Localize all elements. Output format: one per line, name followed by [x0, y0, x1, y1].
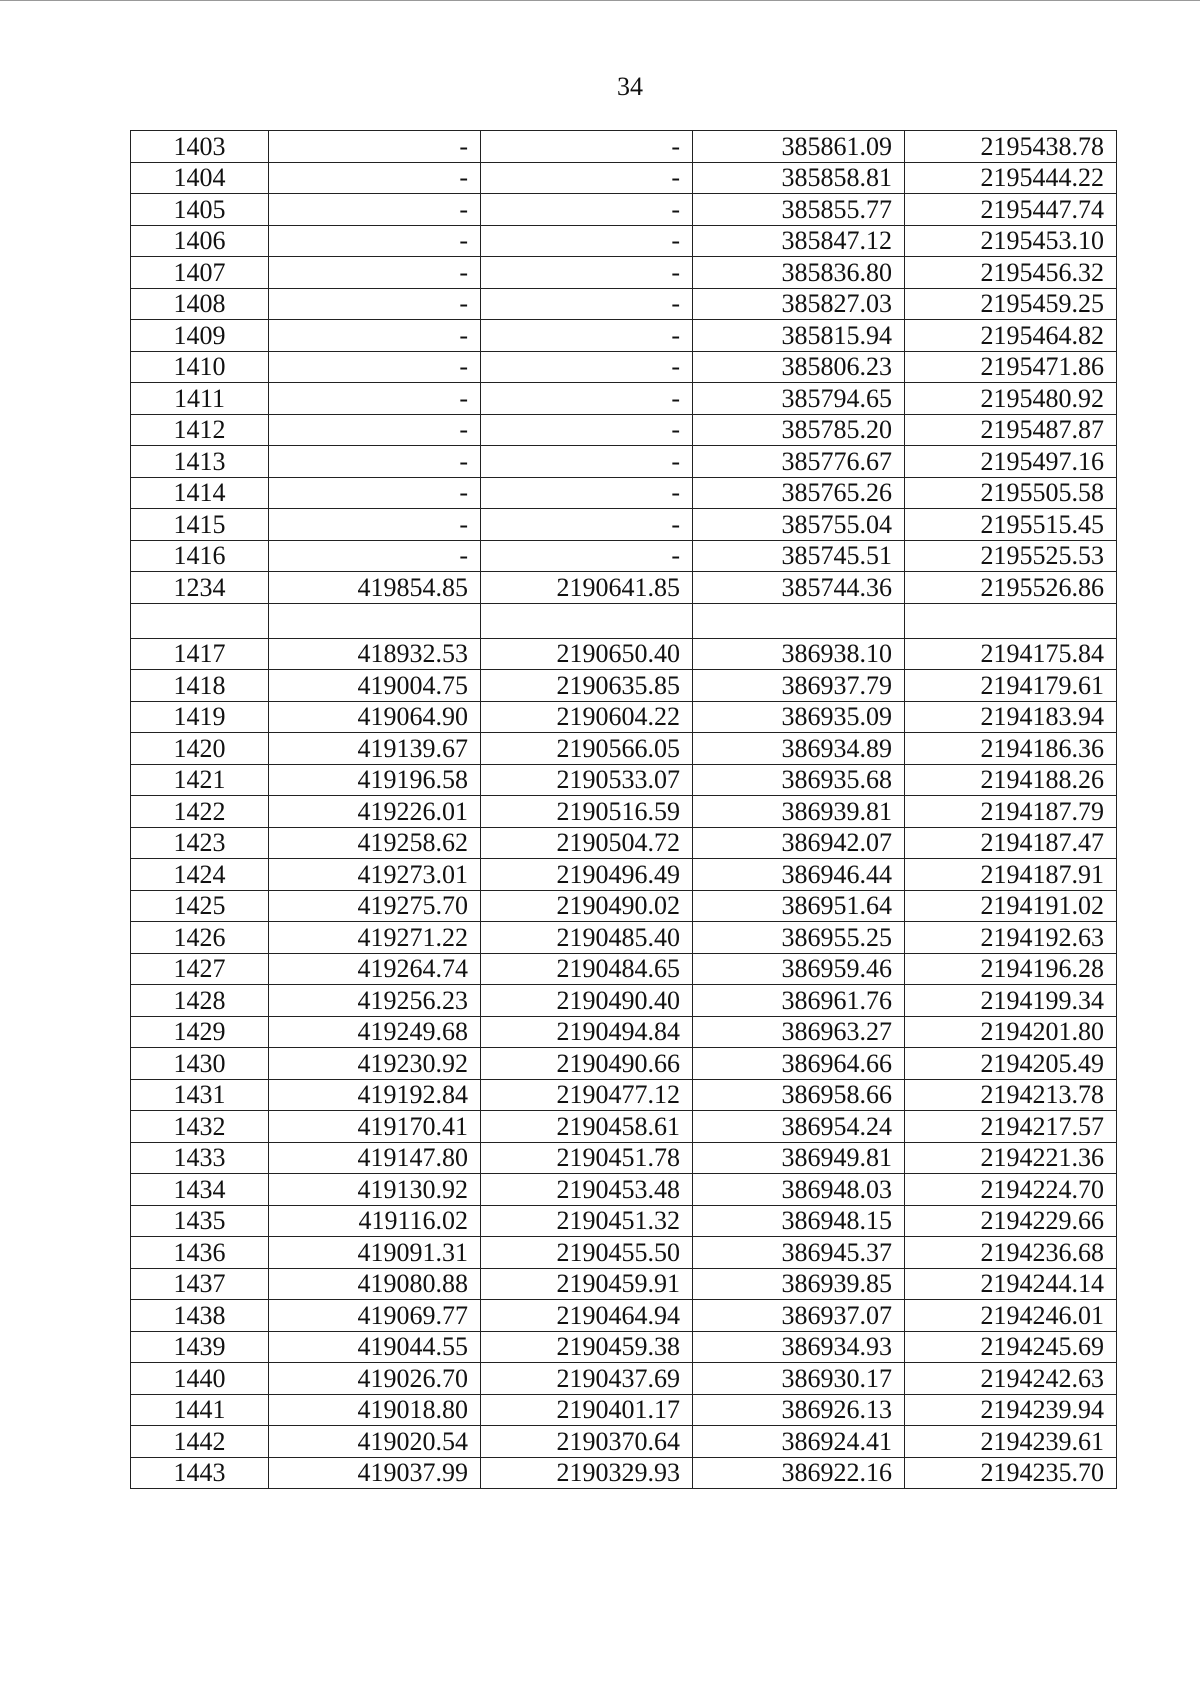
easting-new-cell: 386949.81	[693, 1142, 905, 1174]
northing-old-cell: 2190401.17	[481, 1394, 693, 1426]
easting-old-cell: 419230.92	[269, 1048, 481, 1080]
easting-new-cell: 386961.76	[693, 985, 905, 1017]
easting-old-cell	[269, 603, 481, 638]
easting-old-cell: -	[269, 257, 481, 289]
northing-old-cell: -	[481, 194, 693, 226]
point-number-cell: 1419	[131, 701, 269, 733]
northing-old-cell: 2190490.66	[481, 1048, 693, 1080]
easting-old-cell: -	[269, 477, 481, 509]
point-number-cell: 1432	[131, 1111, 269, 1143]
northing-new-cell: 2194245.69	[905, 1331, 1117, 1363]
easting-new-cell: 386963.27	[693, 1016, 905, 1048]
northing-old-cell: -	[481, 414, 693, 446]
table-row	[131, 670, 1117, 702]
easting-old-cell: 419091.31	[269, 1237, 481, 1269]
table-row	[131, 288, 1117, 320]
northing-old-cell: -	[481, 383, 693, 415]
easting-new-cell: 386948.15	[693, 1205, 905, 1237]
northing-old-cell: 2190516.59	[481, 796, 693, 828]
easting-new-cell: 385855.77	[693, 194, 905, 226]
northing-new-cell: 2194179.61	[905, 670, 1117, 702]
northing-new-cell: 2195515.45	[905, 509, 1117, 541]
table-row	[131, 383, 1117, 415]
easting-old-cell: 419116.02	[269, 1205, 481, 1237]
easting-old-cell: 419018.80	[269, 1394, 481, 1426]
point-number-cell: 1417	[131, 638, 269, 670]
easting-new-cell: 386935.68	[693, 764, 905, 796]
point-number-cell: 1414	[131, 477, 269, 509]
easting-old-cell: -	[269, 288, 481, 320]
northing-old-cell: 2190451.78	[481, 1142, 693, 1174]
easting-old-cell: 419037.99	[269, 1457, 481, 1489]
northing-old-cell: 2190329.93	[481, 1457, 693, 1489]
table-row	[131, 1394, 1117, 1426]
coordinates-table	[130, 130, 1117, 1489]
easting-old-cell: -	[269, 383, 481, 415]
northing-new-cell: 2195438.78	[905, 131, 1117, 163]
point-number-cell: 1441	[131, 1394, 269, 1426]
easting-new-cell: 386937.07	[693, 1300, 905, 1332]
easting-new-cell: 386939.81	[693, 796, 905, 828]
point-number-cell: 1413	[131, 446, 269, 478]
easting-new-cell: 385806.23	[693, 351, 905, 383]
northing-old-cell: 2190459.38	[481, 1331, 693, 1363]
point-number-cell: 1420	[131, 733, 269, 765]
northing-new-cell: 2194188.26	[905, 764, 1117, 796]
easting-old-cell: 419258.62	[269, 827, 481, 859]
table-row	[131, 827, 1117, 859]
table-row	[131, 131, 1117, 163]
northing-new-cell: 2195497.16	[905, 446, 1117, 478]
northing-new-cell: 2195447.74	[905, 194, 1117, 226]
easting-new-cell: 385755.04	[693, 509, 905, 541]
point-number-cell: 1411	[131, 383, 269, 415]
northing-new-cell: 2194213.78	[905, 1079, 1117, 1111]
northing-old-cell: -	[481, 162, 693, 194]
northing-old-cell: -	[481, 446, 693, 478]
point-number-cell: 1416	[131, 540, 269, 572]
easting-old-cell: 419275.70	[269, 890, 481, 922]
table-row	[131, 194, 1117, 226]
northing-new-cell: 2195487.87	[905, 414, 1117, 446]
northing-new-cell: 2195464.82	[905, 320, 1117, 352]
easting-old-cell: 419249.68	[269, 1016, 481, 1048]
easting-old-cell: -	[269, 320, 481, 352]
table-row	[131, 1363, 1117, 1395]
table-row	[131, 509, 1117, 541]
table-row	[131, 446, 1117, 478]
table-row	[131, 1426, 1117, 1458]
point-number-cell: 1406	[131, 225, 269, 257]
point-number-cell: 1421	[131, 764, 269, 796]
easting-old-cell: 419264.74	[269, 953, 481, 985]
northing-new-cell: 2194192.63	[905, 922, 1117, 954]
northing-old-cell: 2190566.05	[481, 733, 693, 765]
table-row	[131, 764, 1117, 796]
northing-old-cell: -	[481, 320, 693, 352]
northing-new-cell: 2195444.22	[905, 162, 1117, 194]
easting-old-cell: 419020.54	[269, 1426, 481, 1458]
point-number-cell: 1430	[131, 1048, 269, 1080]
northing-old-cell: 2190370.64	[481, 1426, 693, 1458]
easting-old-cell: 419069.77	[269, 1300, 481, 1332]
northing-new-cell: 2195459.25	[905, 288, 1117, 320]
northing-old-cell: 2190635.85	[481, 670, 693, 702]
table-row	[131, 225, 1117, 257]
easting-old-cell: 419130.92	[269, 1174, 481, 1206]
northing-new-cell: 2194239.94	[905, 1394, 1117, 1426]
table-row	[131, 890, 1117, 922]
northing-old-cell: 2190484.65	[481, 953, 693, 985]
table-row	[131, 351, 1117, 383]
northing-old-cell: 2190477.12	[481, 1079, 693, 1111]
table-row	[131, 257, 1117, 289]
northing-new-cell: 2194186.36	[905, 733, 1117, 765]
easting-new-cell: 386964.66	[693, 1048, 905, 1080]
easting-new-cell: 385827.03	[693, 288, 905, 320]
table-row	[131, 922, 1117, 954]
easting-new-cell: 386959.46	[693, 953, 905, 985]
easting-old-cell: 419170.41	[269, 1111, 481, 1143]
easting-old-cell: -	[269, 351, 481, 383]
northing-old-cell: 2190650.40	[481, 638, 693, 670]
northing-old-cell: 2190533.07	[481, 764, 693, 796]
northing-old-cell: 2190455.50	[481, 1237, 693, 1269]
easting-new-cell: 386935.09	[693, 701, 905, 733]
point-number-cell: 1436	[131, 1237, 269, 1269]
table-row	[131, 701, 1117, 733]
northing-old-cell: 2190494.84	[481, 1016, 693, 1048]
northing-old-cell: 2190437.69	[481, 1363, 693, 1395]
northing-old-cell: -	[481, 540, 693, 572]
easting-old-cell: 419192.84	[269, 1079, 481, 1111]
northing-new-cell: 2194244.14	[905, 1268, 1117, 1300]
northing-old-cell: 2190459.91	[481, 1268, 693, 1300]
easting-new-cell: 385858.81	[693, 162, 905, 194]
northing-old-cell: 2190604.22	[481, 701, 693, 733]
table-row	[131, 1142, 1117, 1174]
northing-old-cell: -	[481, 257, 693, 289]
point-number-cell: 1404	[131, 162, 269, 194]
easting-old-cell: 419271.22	[269, 922, 481, 954]
northing-new-cell: 2194199.34	[905, 985, 1117, 1017]
northing-old-cell: 2190490.40	[481, 985, 693, 1017]
easting-old-cell: -	[269, 540, 481, 572]
northing-new-cell: 2195505.58	[905, 477, 1117, 509]
point-number-cell: 1407	[131, 257, 269, 289]
table-row	[131, 1079, 1117, 1111]
point-number-cell: 1410	[131, 351, 269, 383]
point-number-cell: 1438	[131, 1300, 269, 1332]
easting-new-cell: 385776.67	[693, 446, 905, 478]
point-number-cell: 1431	[131, 1079, 269, 1111]
easting-new-cell: 385785.20	[693, 414, 905, 446]
table-row	[131, 953, 1117, 985]
northing-old-cell: -	[481, 225, 693, 257]
northing-old-cell: -	[481, 288, 693, 320]
point-number-cell: 1415	[131, 509, 269, 541]
northing-new-cell: 2195525.53	[905, 540, 1117, 572]
easting-old-cell: -	[269, 414, 481, 446]
point-number-cell: 1437	[131, 1268, 269, 1300]
easting-new-cell: 385744.36	[693, 572, 905, 604]
easting-new-cell: 386948.03	[693, 1174, 905, 1206]
point-number-cell: 1426	[131, 922, 269, 954]
easting-new-cell: 386955.25	[693, 922, 905, 954]
northing-new-cell: 2194187.47	[905, 827, 1117, 859]
table-row	[131, 859, 1117, 891]
point-number-cell	[131, 603, 269, 638]
easting-new-cell: 386951.64	[693, 890, 905, 922]
northing-new-cell: 2194196.28	[905, 953, 1117, 985]
point-number-cell: 1439	[131, 1331, 269, 1363]
easting-new-cell: 386942.07	[693, 827, 905, 859]
northing-old-cell: 2190453.48	[481, 1174, 693, 1206]
northing-old-cell: 2190490.02	[481, 890, 693, 922]
coordinates-table-body	[131, 131, 1117, 1489]
northing-new-cell: 2195453.10	[905, 225, 1117, 257]
easting-old-cell: -	[269, 131, 481, 163]
easting-old-cell: 418932.53	[269, 638, 481, 670]
point-number-cell: 1427	[131, 953, 269, 985]
easting-new-cell: 386934.89	[693, 733, 905, 765]
easting-new-cell: 385794.65	[693, 383, 905, 415]
easting-old-cell: -	[269, 162, 481, 194]
northing-new-cell: 2194235.70	[905, 1457, 1117, 1489]
table-row	[131, 477, 1117, 509]
point-number-cell: 1409	[131, 320, 269, 352]
page-top-edge	[0, 0, 1200, 1]
northing-new-cell: 2194229.66	[905, 1205, 1117, 1237]
table-row	[131, 162, 1117, 194]
northing-new-cell: 2194191.02	[905, 890, 1117, 922]
easting-new-cell: 386954.24	[693, 1111, 905, 1143]
table-row	[131, 1016, 1117, 1048]
easting-old-cell: 419080.88	[269, 1268, 481, 1300]
table-row	[131, 1300, 1117, 1332]
table-row	[131, 733, 1117, 765]
easting-old-cell: 419196.58	[269, 764, 481, 796]
table-row	[131, 1111, 1117, 1143]
point-number-cell: 1423	[131, 827, 269, 859]
table-row	[131, 540, 1117, 572]
point-number-cell: 1435	[131, 1205, 269, 1237]
point-number-cell: 1429	[131, 1016, 269, 1048]
easting-old-cell: -	[269, 509, 481, 541]
easting-old-cell: -	[269, 194, 481, 226]
easting-old-cell: 419064.90	[269, 701, 481, 733]
easting-old-cell: 419273.01	[269, 859, 481, 891]
easting-new-cell: 386958.66	[693, 1079, 905, 1111]
easting-new-cell: 385847.12	[693, 225, 905, 257]
northing-new-cell: 2194187.79	[905, 796, 1117, 828]
easting-old-cell: 419026.70	[269, 1363, 481, 1395]
northing-new-cell: 2194236.68	[905, 1237, 1117, 1269]
easting-new-cell: 386937.79	[693, 670, 905, 702]
point-number-cell: 1412	[131, 414, 269, 446]
easting-new-cell: 385861.09	[693, 131, 905, 163]
easting-new-cell: 386938.10	[693, 638, 905, 670]
northing-old-cell: 2190496.49	[481, 859, 693, 891]
northing-old-cell: 2190641.85	[481, 572, 693, 604]
northing-new-cell: 2194205.49	[905, 1048, 1117, 1080]
point-number-cell: 1428	[131, 985, 269, 1017]
point-number-cell: 1418	[131, 670, 269, 702]
northing-new-cell: 2194175.84	[905, 638, 1117, 670]
easting-old-cell: 419256.23	[269, 985, 481, 1017]
table-row	[131, 1331, 1117, 1363]
northing-old-cell: 2190451.32	[481, 1205, 693, 1237]
northing-new-cell: 2195480.92	[905, 383, 1117, 415]
point-number-cell: 1434	[131, 1174, 269, 1206]
easting-new-cell: 385815.94	[693, 320, 905, 352]
easting-old-cell: -	[269, 446, 481, 478]
easting-new-cell: 386924.41	[693, 1426, 905, 1458]
table-row	[131, 638, 1117, 670]
northing-old-cell: -	[481, 477, 693, 509]
northing-new-cell: 2194187.91	[905, 859, 1117, 891]
easting-old-cell: 419854.85	[269, 572, 481, 604]
northing-new-cell: 2194217.57	[905, 1111, 1117, 1143]
point-number-cell: 1403	[131, 131, 269, 163]
northing-new-cell: 2195471.86	[905, 351, 1117, 383]
easting-new-cell: 386926.13	[693, 1394, 905, 1426]
table-row	[131, 985, 1117, 1017]
point-number-cell: 1422	[131, 796, 269, 828]
table-row	[131, 320, 1117, 352]
northing-old-cell	[481, 603, 693, 638]
northing-new-cell: 2194224.70	[905, 1174, 1117, 1206]
point-number-cell: 1433	[131, 1142, 269, 1174]
table-row	[131, 1268, 1117, 1300]
northing-new-cell: 2194201.80	[905, 1016, 1117, 1048]
easting-old-cell: -	[269, 225, 481, 257]
easting-old-cell: 419147.80	[269, 1142, 481, 1174]
table-row	[131, 603, 1117, 638]
table-row	[131, 414, 1117, 446]
easting-new-cell: 385765.26	[693, 477, 905, 509]
easting-new-cell: 386922.16	[693, 1457, 905, 1489]
northing-new-cell: 2194242.63	[905, 1363, 1117, 1395]
table-row	[131, 572, 1117, 604]
point-number-cell: 1442	[131, 1426, 269, 1458]
point-number-cell: 1405	[131, 194, 269, 226]
easting-new-cell: 386934.93	[693, 1331, 905, 1363]
easting-old-cell: 419139.67	[269, 733, 481, 765]
easting-new-cell	[693, 603, 905, 638]
table-row	[131, 1174, 1117, 1206]
point-number-cell: 1424	[131, 859, 269, 891]
northing-new-cell: 2195456.32	[905, 257, 1117, 289]
easting-new-cell: 385836.80	[693, 257, 905, 289]
easting-new-cell: 386946.44	[693, 859, 905, 891]
northing-old-cell: 2190504.72	[481, 827, 693, 859]
northing-new-cell: 2194246.01	[905, 1300, 1117, 1332]
northing-old-cell: 2190458.61	[481, 1111, 693, 1143]
easting-new-cell: 386939.85	[693, 1268, 905, 1300]
easting-old-cell: 419004.75	[269, 670, 481, 702]
northing-new-cell: 2195526.86	[905, 572, 1117, 604]
northing-old-cell: 2190485.40	[481, 922, 693, 954]
northing-old-cell: -	[481, 131, 693, 163]
table-row	[131, 1237, 1117, 1269]
table-row	[131, 1048, 1117, 1080]
northing-new-cell: 2194183.94	[905, 701, 1117, 733]
table-row	[131, 1457, 1117, 1489]
easting-old-cell: 419226.01	[269, 796, 481, 828]
point-number-cell: 1408	[131, 288, 269, 320]
northing-new-cell: 2194239.61	[905, 1426, 1117, 1458]
easting-new-cell: 386945.37	[693, 1237, 905, 1269]
point-number-cell: 1440	[131, 1363, 269, 1395]
northing-old-cell: -	[481, 351, 693, 383]
point-number-cell: 1443	[131, 1457, 269, 1489]
table-row	[131, 796, 1117, 828]
northing-old-cell: -	[481, 509, 693, 541]
easting-new-cell: 386930.17	[693, 1363, 905, 1395]
page-number: 34	[617, 72, 643, 101]
northing-new-cell: 2194221.36	[905, 1142, 1117, 1174]
northing-new-cell	[905, 603, 1117, 638]
easting-new-cell: 385745.51	[693, 540, 905, 572]
point-number-cell: 1425	[131, 890, 269, 922]
table-row	[131, 1205, 1117, 1237]
point-number-cell: 1234	[131, 572, 269, 604]
easting-old-cell: 419044.55	[269, 1331, 481, 1363]
northing-old-cell: 2190464.94	[481, 1300, 693, 1332]
